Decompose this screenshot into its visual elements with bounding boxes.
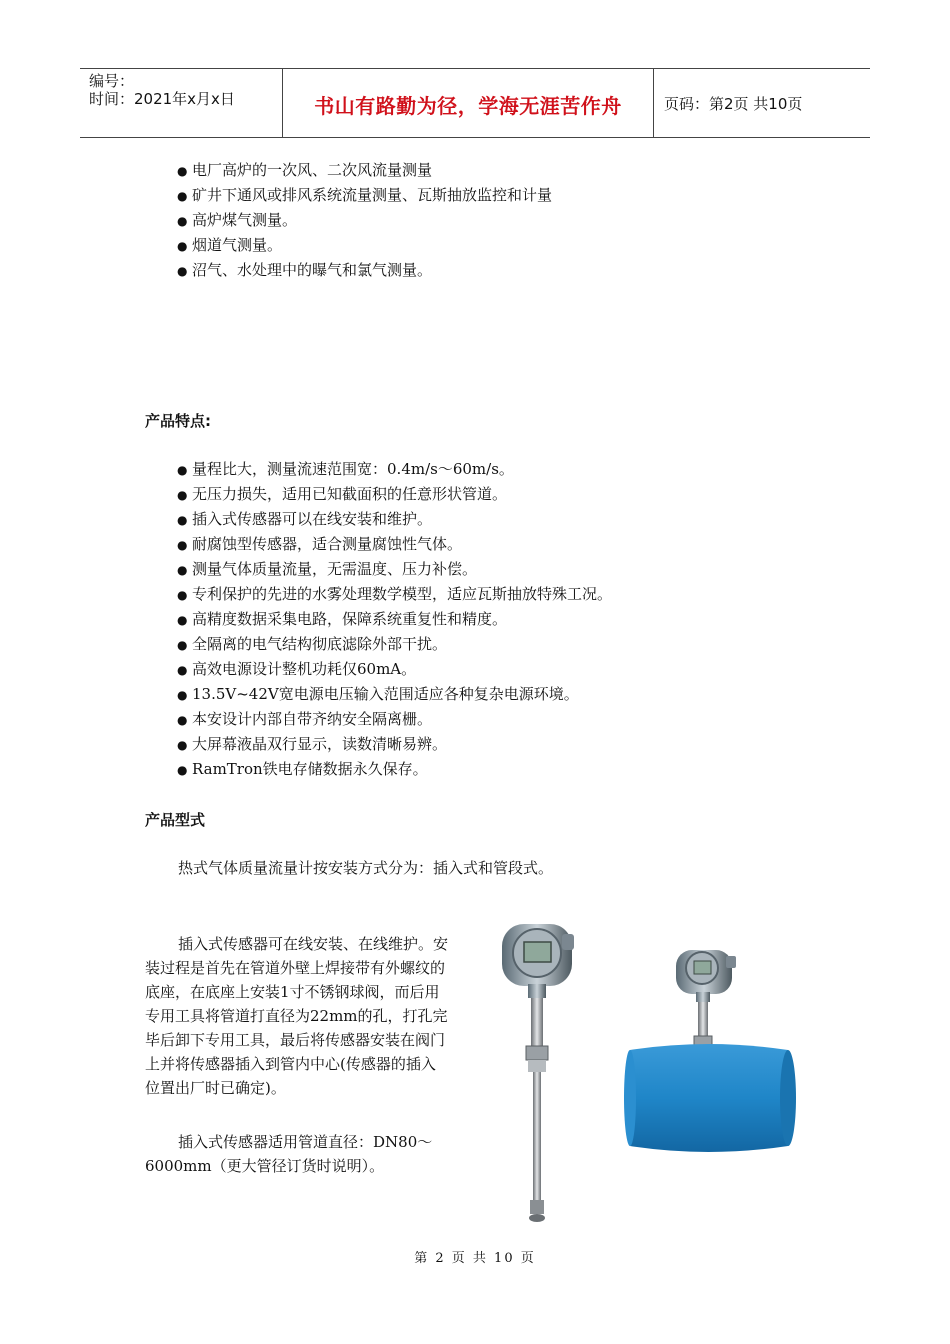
list-item: ● 矿井下通风或排风系统流量测量、瓦斯抽放监控和计量 [177, 183, 552, 208]
list-item: ● 大屏幕液晶双行显示，读数清晰易辨。 [177, 732, 612, 757]
list-item: ● 量程比大，测量流速范围宽：0.4m/s～60m/s。 [177, 457, 612, 482]
time-label: 时间：2021年x月x日 [89, 90, 235, 108]
types-heading: 产品型式 [145, 811, 206, 829]
header-info-cell [80, 69, 283, 137]
bullet-icon: ● [177, 538, 188, 552]
page-header [80, 68, 870, 138]
list-item: ● 沼气、水处理中的曝气和氯气测量。 [177, 258, 552, 283]
bullet-icon: ● [177, 463, 188, 477]
bullet-icon: ● [177, 713, 188, 727]
list-item: ● 全隔离的电气结构彻底滤除外部干扰。 [177, 632, 612, 657]
bullet-icon: ● [177, 638, 188, 652]
list-item: ● 电厂高炉的一次风、二次风流量测量 [177, 158, 552, 183]
list-item: ● 耐腐蚀型传感器，适合测量腐蚀性气体。 [177, 532, 612, 557]
header-motto-cell [283, 69, 654, 137]
bullet-icon: ● [177, 763, 188, 777]
list-item: ● 无压力损失，适用已知截面积的任意形状管道。 [177, 482, 612, 507]
bullet-icon: ● [177, 588, 188, 602]
bullet-icon: ● [177, 563, 188, 577]
list-item: ● 专利保护的先进的水雾处理数学模型，适应瓦斯抽放特殊工况。 [177, 582, 612, 607]
bullet-icon: ● [177, 513, 188, 527]
bullet-icon: ● [177, 189, 188, 203]
bullet-icon: ● [177, 488, 188, 502]
insertion-sensor-image [490, 918, 590, 1230]
bullet-icon: ● [177, 164, 188, 178]
page-info: 页码：第2页 共10页 [664, 95, 803, 113]
bullet-icon: ● [177, 214, 188, 228]
list-item: ● 测量气体质量流量，无需温度、压力补偿。 [177, 557, 612, 582]
motto: 书山有路勤为径，学海无涯苦作舟 [314, 94, 622, 118]
bullet-icon: ● [177, 264, 188, 278]
applications-list [177, 158, 552, 283]
list-item: ● 插入式传感器可以在线安装和维护。 [177, 507, 612, 532]
types-intro: 热式气体质量流量计按安装方式分为：插入式和管段式。 [178, 859, 554, 877]
features-heading: 产品特点: [145, 412, 211, 430]
list-item: ● 高效电源设计整机功耗仅60mA。 [177, 657, 612, 682]
bullet-icon: ● [177, 613, 188, 627]
diameter-paragraph: 插入式传感器适用管道直径：DN80～ 6000mm（更大管径订货时说明）。 [145, 1133, 433, 1175]
header-page-cell [654, 69, 870, 137]
pipe-section-sensor-image [618, 938, 798, 1158]
list-item: ● 高炉煤气测量。 [177, 208, 552, 233]
list-item: ● 13.5V~42V宽电源电压输入范围适应各种复杂电源环境。 [177, 682, 612, 707]
page-footer: 第 2 页 共 10 页 [414, 1251, 536, 1266]
bullet-icon: ● [177, 663, 188, 677]
list-item: ● 本安设计内部自带齐纳安全隔离栅。 [177, 707, 612, 732]
list-item: ● 烟道气测量。 [177, 233, 552, 258]
insertion-paragraph: 插入式传感器可在线安装、在线维护。安 装过程是首先在管道外壁上焊接带有外螺纹的 底座，在底座上安装1寸不锈钢球阀，而后用 专用工具将管道打直径为22mm的孔，打孔完 毕后卸下专用工具，最后将传感器安装在阀门 上并将传感器插入到管内中心(传感器的插入 位置出厂时已确定)。 [145, 935, 449, 1097]
bullet-icon: ● [177, 738, 188, 752]
features-list [177, 457, 612, 782]
bullet-icon: ● [177, 688, 188, 702]
bullet-icon: ● [177, 239, 188, 253]
number-label: 编号： [89, 72, 135, 90]
list-item: ● RamTron铁电存储数据永久保存。 [177, 757, 612, 782]
list-item: ● 高精度数据采集电路，保障系统重复性和精度。 [177, 607, 612, 632]
